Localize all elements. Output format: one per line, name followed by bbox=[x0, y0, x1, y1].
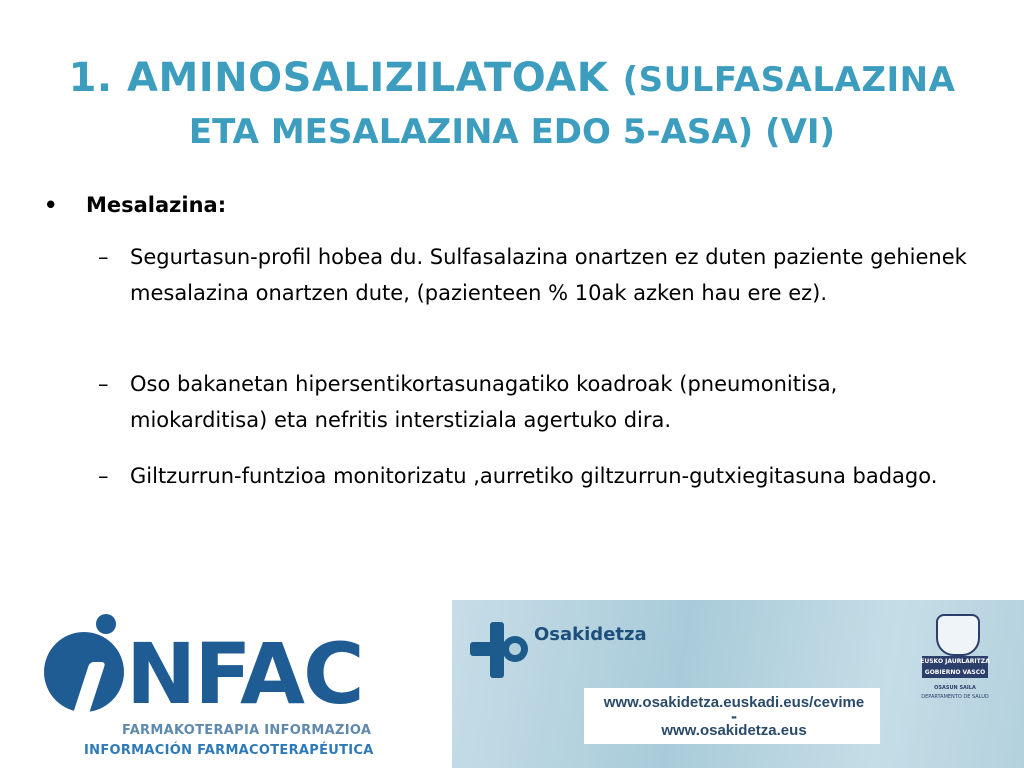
bullet-marker: • bbox=[44, 193, 58, 217]
infac-i-icon bbox=[44, 632, 124, 712]
title-rest: (SULFASALAZINA bbox=[622, 60, 956, 100]
dash-marker: – bbox=[98, 245, 109, 269]
infac-logo bbox=[40, 610, 440, 768]
url-osakidetza-link[interactable]: www.osakidetza.eus bbox=[661, 722, 807, 739]
gv-line-3: OSASUN SAILA bbox=[934, 685, 976, 691]
osakidetza-name: Osakidetza bbox=[534, 624, 647, 645]
list-item-text: Segurtasun-profil hobea du. Sulfasalazina onartzen ez duten paziente gehienek mesalazina onartzen dute, (pazienteen % 10ak azken hau ere ez). bbox=[130, 245, 967, 305]
list-item bbox=[98, 239, 978, 311]
title-main: 1. AMINOSALIZILATOAK bbox=[68, 55, 609, 101]
osakidetza-cross-icon bbox=[470, 622, 530, 678]
gv-line-1: EUSKO JAURLARITZA bbox=[920, 658, 990, 665]
dash-marker: – bbox=[98, 372, 109, 396]
osakidetza-banner bbox=[452, 600, 1024, 768]
list-item bbox=[98, 458, 978, 494]
title-line-1 bbox=[0, 52, 1024, 106]
list-item-text: Oso bakanetan hipersentikortasunagatiko koadroak (pneumonitisa, miokarditisa) eta nefritis interstiziala agertuko dira. bbox=[130, 372, 838, 432]
gv-line-4: DEPARTAMENTO DE SALUD bbox=[921, 694, 989, 700]
coat-of-arms-icon bbox=[936, 614, 980, 656]
list-item bbox=[98, 366, 978, 438]
bullet-label: Mesalazina: bbox=[86, 193, 227, 217]
infac-wordmark: NFAC bbox=[126, 625, 363, 723]
url-separator: - bbox=[730, 708, 738, 726]
footer bbox=[0, 600, 1024, 768]
infac-i-dot bbox=[96, 614, 116, 634]
list-item-text: Giltzurrun-funtzioa monitorizatu ,aurretiko giltzurrun-gutxiegitasuna badago. bbox=[130, 464, 938, 488]
gv-line-2: GOBIERNO VASCO bbox=[924, 669, 986, 676]
infac-subtitle-es: INFORMACIÓN FARMACOTERAPÉUTICA bbox=[84, 743, 374, 758]
gobierno-vasco-logo bbox=[920, 610, 992, 718]
infac-subtitle-eu: FARMAKOTERAPIA INFORMAZIOA bbox=[122, 723, 372, 738]
title-line-2: ETA MESALAZINA EDO 5-ASA) (VI) bbox=[188, 112, 836, 152]
slide-title bbox=[0, 52, 1024, 158]
dash-marker: – bbox=[98, 464, 109, 488]
url-cevime-link[interactable]: www.osakidetza.euskadi.eus/cevime bbox=[603, 694, 865, 711]
